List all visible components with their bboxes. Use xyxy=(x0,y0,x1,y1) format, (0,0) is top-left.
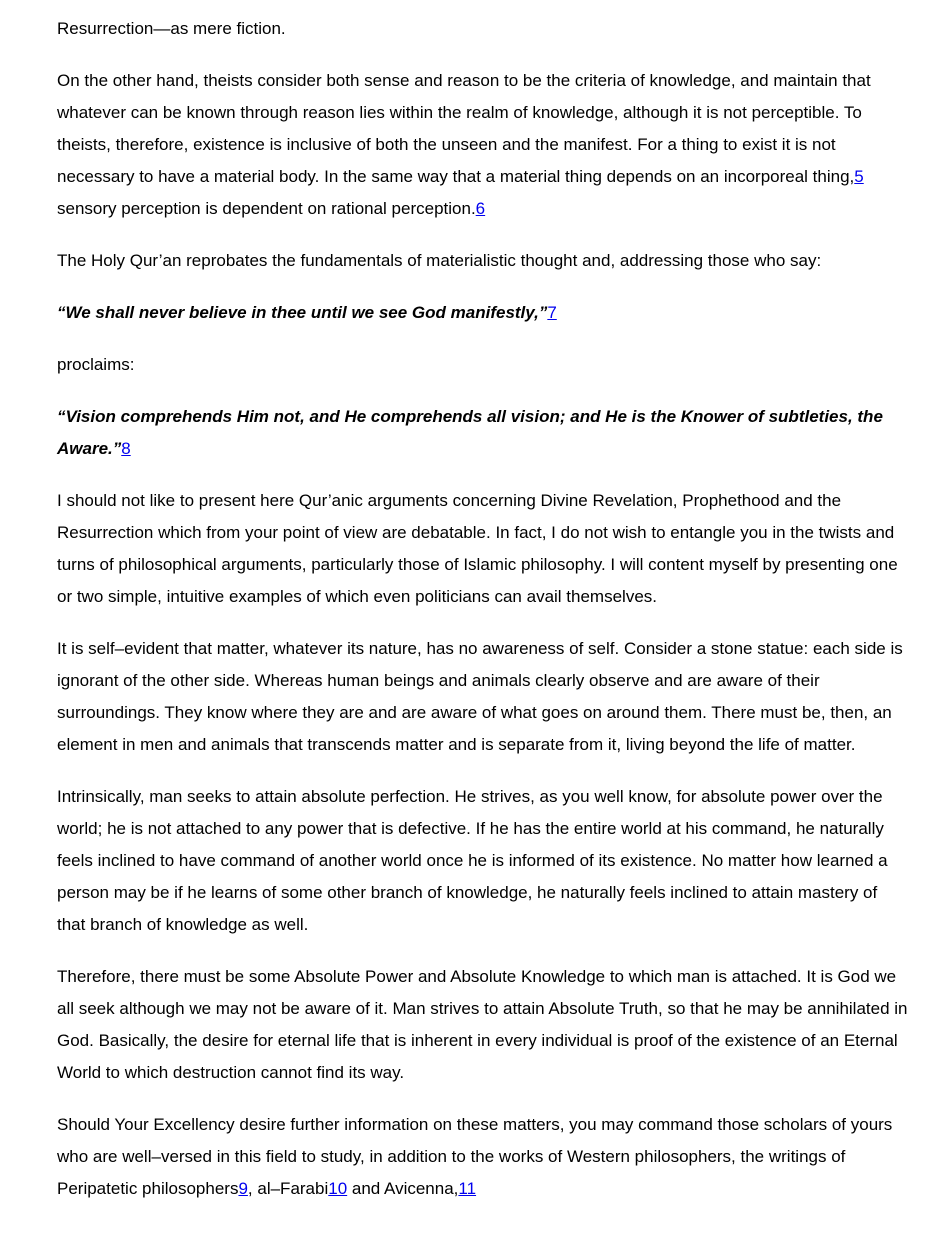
paragraph-text: and Avicenna, xyxy=(347,1179,459,1198)
paragraph xyxy=(57,485,908,613)
paragraph-text: It is self–evident that matter, whatever its nature, has no awareness of self. Consider a stone statue: each side is ignorant of the other side. Whereas human beings and animals clearly observe and are aware of their surroundings. They know where they are and are aware of what goes on around them. There must be, then, an element in men and animals that transcends matter and is separate from it, living beyond the life of matter. xyxy=(57,639,903,754)
paragraph-text: “Vision comprehends Him not, and He comprehends all vision; and He is the Knower of subtleties, the Aware.” xyxy=(57,407,883,458)
paragraph xyxy=(57,13,908,45)
paragraph-text: proclaims: xyxy=(57,355,135,374)
footnote-link[interactable]: 11 xyxy=(458,1179,477,1198)
paragraph-text: , al–Farabi xyxy=(247,1179,329,1198)
footnote-link[interactable]: 9 xyxy=(238,1179,248,1198)
footnote-link[interactable]: 6 xyxy=(475,199,486,218)
paragraph-text: I should not like to present here Qur’anic arguments concerning Divine Revelation, Prophethood and the Resurrection which from your point of view are debatable. In fact, I do not wish to entangle you in the twists and turns of philosophical arguments, particularly those of Islamic philosophy. I will content myself by presenting one or two simple, intuitive examples of which even politicians can avail themselves. xyxy=(57,491,898,606)
quote-paragraph xyxy=(57,297,908,329)
paragraph xyxy=(57,781,908,941)
paragraph xyxy=(57,633,908,761)
paragraph-text: Intrinsically, man seeks to attain absolute perfection. He strives, as you well know, for absolute power over the world; he is not attached to any power that is defective. If he has the entire world at his command, he naturally feels inclined to have command of another world once he is informed of its existence. No matter how learned a person may be if he learns of some other branch of knowledge, he naturally feels inclined to attain mastery of that branch of knowledge as well. xyxy=(57,787,888,934)
paragraph-text: The Holy Qur’an reprobates the fundamentals of materialistic thought and, addressing those who say: xyxy=(57,251,822,270)
paragraph-text: On the other hand, theists consider both sense and reason to be the criteria of knowledge, and maintain that whatever can be known through reason lies within the realm of knowledge, although it is not perceptible. To theists, therefore, existence is inclusive of both the unseen and the manifest. For a thing to exist it is not necessary to have a material body. In the same way that a material thing depends on an incorporeal thing, xyxy=(57,71,871,186)
paragraph-text: Therefore, there must be some Absolute Power and Absolute Knowledge to which man is attached. It is God we all seek although we may not be aware of it. Man strives to attain Absolute Truth, so that he may be annihilated in God. Basically, the desire for eternal life that is inherent in every individual is proof of the existence of an Eternal World to which destruction cannot find its way. xyxy=(57,967,908,1082)
paragraph xyxy=(57,65,908,225)
footnote-link[interactable]: 8 xyxy=(121,439,131,458)
footnote-link[interactable]: 5 xyxy=(854,167,864,186)
paragraph-text: sensory perception is dependent on rational perception. xyxy=(57,199,476,218)
paragraph-text: Resurrection—as mere fiction. xyxy=(57,19,286,38)
paragraph xyxy=(57,961,908,1089)
footnote-link[interactable]: 7 xyxy=(547,303,557,322)
paragraph-text: Should Your Excellency desire further information on these matters, you may command those scholars of yours who are well–versed in this field to study, in addition to the works of Western philosophers, the writings of Peripatetic philosophers xyxy=(57,1115,893,1198)
paragraph xyxy=(57,245,908,277)
paragraph xyxy=(57,1109,908,1205)
footnote-link[interactable]: 10 xyxy=(328,1179,348,1198)
quote-paragraph xyxy=(57,401,908,465)
paragraph xyxy=(57,349,908,381)
paragraph-text: “We shall never believe in thee until we see God manifestly,” xyxy=(57,303,548,322)
